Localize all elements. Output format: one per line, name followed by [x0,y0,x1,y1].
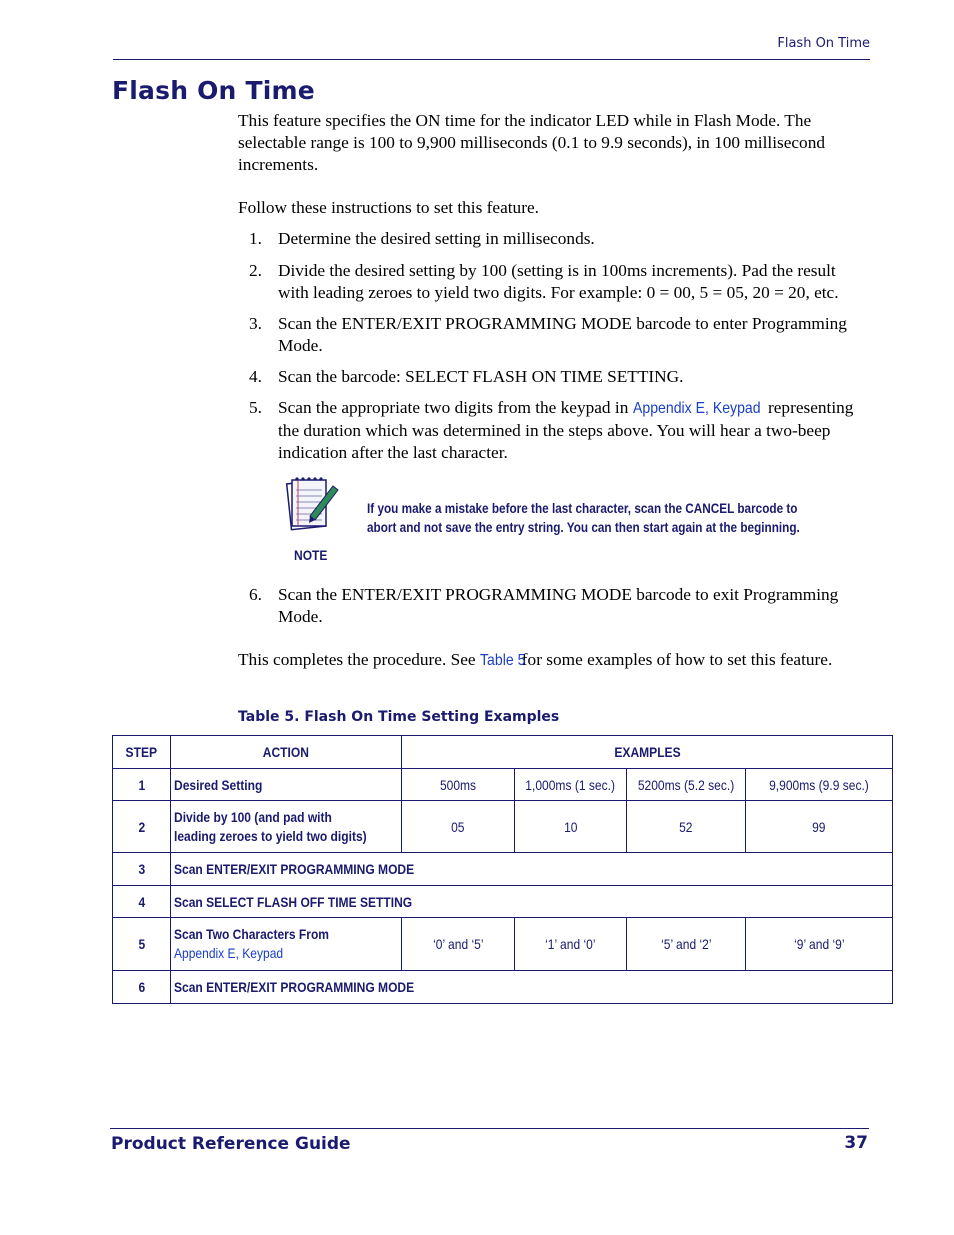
step-number: 2. [249,261,262,280]
example-cell: 5200ms (5.2 sec.) [627,769,746,801]
example-cell: 9,900ms (9.9 sec.) [746,769,893,801]
table-caption: Table 5. Flash On Time Setting Examples [238,709,560,725]
action-cell: Divide by 100 (and pad with leading zeroes to yield two digits) [171,801,402,853]
step-number: 6. [249,585,262,604]
page-title: Flash On Time [112,76,315,105]
step-cell: 3 [113,853,171,886]
page-number: 37 [844,1133,868,1153]
instructions-intro: Follow these instructions to set this feature. [238,198,539,217]
action-cell: Scan Two Characters From Appendix E, Keypad [171,918,402,971]
step-cell: 2 [113,801,171,853]
step-text [278,397,868,464]
table-header-row [113,736,893,769]
example-cell: ‘1’ and ‘0’ [515,918,627,971]
notepad-pen-icon [285,474,341,534]
header-step: STEP [113,736,171,769]
step-cell: 4 [113,886,171,918]
step-text: Scan the ENTER/EXIT PROGRAMMING MODE barcode to exit Programming Mode. [278,585,839,626]
step-number: 4. [249,367,262,386]
example-cell: 05 [402,801,515,853]
step-number: 5. [249,398,262,417]
header-examples: EXAMPLES [402,736,893,769]
table-row [113,971,893,1004]
step-text: Divide the desired setting by 100 (setting is in 100ms increments). Pad the result with leading zeroes to yield two digits. For example: 0 = 00, 5 = 05, 20 = 20, etc. [278,261,839,302]
example-cell: ‘9’ and ‘9’ [746,918,893,971]
table-5-link[interactable]: Table 5 [479,652,526,669]
step-text-before: Scan the appropriate two digits from the keypad in [278,398,629,417]
intro-paragraph: This feature specifies the ON time for the indicator LED while in Flash Mode. The selectable range is 100 to 9,900 milliseconds (0.1 to 9.9 seconds), in 100 millisecond increments. [238,111,825,174]
step-cell: 6 [113,971,171,1004]
note-text: If you make a mistake before the last character, scan the CANCEL barcode to abort and not save the entry string. You can then start again at the beginning. [367,500,800,535]
footer-title: Product Reference Guide [111,1134,351,1154]
example-cell: 10 [515,801,627,853]
completion-text-after: for some examples of how to set this feature. [521,650,833,669]
action-cell: Scan ENTER/EXIT PROGRAMMING MODE [171,853,893,886]
header-action: ACTION [171,736,402,769]
table-row [113,918,893,971]
example-cell: ‘0’ and ‘5’ [402,918,515,971]
action-cell: Scan SELECT FLASH OFF TIME SETTING [171,886,893,918]
example-cell: 500ms [402,769,515,801]
action-cell: Scan ENTER/EXIT PROGRAMMING MODE [171,971,893,1004]
appendix-e-keypad-link[interactable]: Appendix E, Keypad [174,945,284,961]
note-label: NOTE [294,547,328,563]
table-row [113,886,893,918]
completion-paragraph [238,649,868,672]
table-row [113,801,893,853]
running-header: Flash On Time [777,36,870,51]
step-number: 3. [249,314,262,333]
step-number: 1. [249,229,262,248]
step-cell: 1 [113,769,171,801]
appendix-e-keypad-link[interactable]: Appendix E, Keypad [632,400,761,417]
action-cell: Desired Setting [171,769,402,801]
completion-text-before: This completes the procedure. See [238,650,476,669]
header-rule [113,59,870,60]
footer-rule [110,1128,869,1129]
example-cell: 99 [746,801,893,853]
example-cell: 1,000ms (1 sec.) [515,769,627,801]
example-cell: 52 [627,801,746,853]
step-cell: 5 [113,918,171,971]
step-text: Scan the barcode: SELECT FLASH ON TIME SETTING. [278,367,684,386]
step-text: Determine the desired setting in milliseconds. [278,229,595,248]
step-text: Scan the ENTER/EXIT PROGRAMMING MODE barcode to enter Programming Mode. [278,314,847,355]
examples-table [112,735,893,1004]
step-text-after: representing the duration which was determined in the steps above. You will hear a two-beep indication after the last character. [278,398,854,462]
example-cell: ‘5’ and ‘2’ [627,918,746,971]
table-row [113,769,893,801]
table-row [113,853,893,886]
